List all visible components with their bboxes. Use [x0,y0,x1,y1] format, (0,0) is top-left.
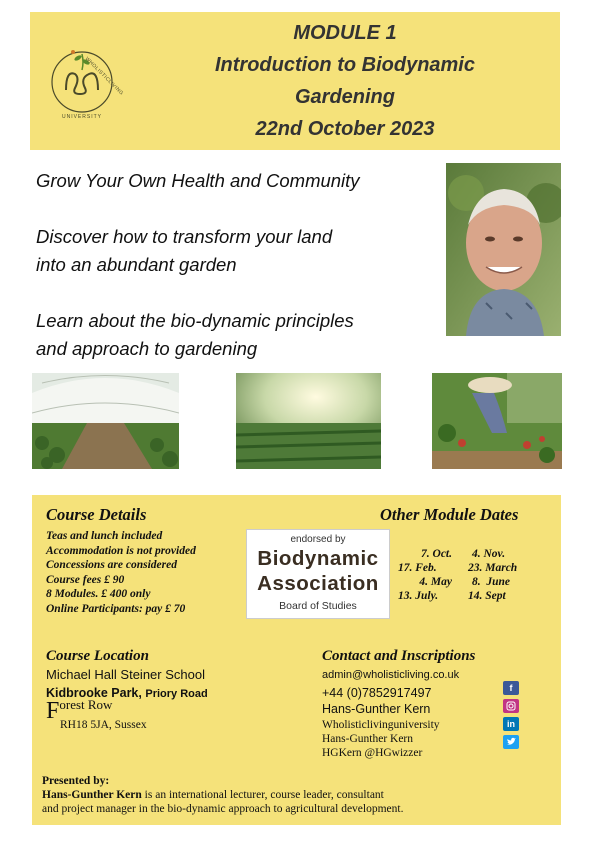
association-name-line2: Association [257,572,379,595]
contact-phone[interactable]: +44 (0)7852917497 [322,686,432,700]
intro-line-3b: and approach to gardening [36,338,258,359]
greenhouse-photo [32,373,179,469]
detail-item: Teas and lunch included [46,530,163,542]
date-item: 4. Nov. [472,548,506,560]
location-town-rest: orest Row [59,697,113,712]
intro-line-2b: into an abundant garden [36,254,237,275]
date-item: 17. Feb. [398,562,437,574]
detail-item: 8 Modules. £ 400 only [46,588,151,600]
twitter-icon[interactable] [503,735,519,749]
association-name-line1: Biodynamic [257,547,379,570]
harvest-photo [432,373,562,469]
field-sunlight-photo [236,373,381,469]
endorsed-by-text: endorsed by [290,534,346,545]
course-location-heading: Course Location [46,648,149,664]
intro-line-1: Grow Your Own Health and Community [36,170,360,191]
presenter-portrait [446,163,561,336]
contact-name: Hans-Gunther Kern [322,702,431,716]
course-details-list [46,529,196,616]
facebook-icon[interactable]: f [503,681,519,695]
logo-text-bottom: UNIVERSITY [61,114,102,120]
date-item: 8. June [472,576,511,588]
presenter-name: Hans-Gunther Kern [42,789,142,801]
detail-item: Accommodation is not provided [46,544,196,557]
instagram-icon[interactable] [503,699,519,713]
presenter-bio-line1 [42,789,384,801]
other-dates-heading: Other Module Dates [380,505,519,524]
presenter-bio-text1: is an international lecturer, course leader, consultant [141,789,384,801]
course-title-line1: Introduction to Biodynamic [215,54,475,76]
header-text [150,18,540,148]
module-number: MODULE 1 [293,22,397,44]
date-item: 13. July. [398,590,439,602]
date-item: 4. May [419,576,452,588]
date-item: 23. March [468,562,518,574]
date-item: 7. Oct. [421,548,452,560]
course-date: 22nd October 2023 [255,118,435,140]
detail-item: Course fees £ 90 [46,573,125,586]
instagram-handle[interactable]: Wholisticlivinguniversity [322,719,440,731]
location-town-initial: F [46,698,60,724]
location-school: Michael Hall Steiner School [46,667,205,682]
twitter-handle[interactable]: HGKern @HGwizzer [322,747,423,759]
location-postcode: RH18 5JA, Sussex [60,719,147,731]
course-details-heading: Course Details [46,505,147,524]
detail-item: Online Participants: pay £ 70 [46,602,186,615]
linkedin-handle[interactable]: Hans-Gunther Kern [322,733,414,745]
course-title-line2: Gardening [294,86,395,108]
intro-line-3a: Learn about the bio-dynamic principles [36,310,354,331]
date-item: 14. Sept [468,590,506,602]
contact-heading: Contact and Inscriptions [322,648,476,664]
contact-email[interactable]: admin@wholisticliving.co.uk [322,669,460,681]
board-of-studies-text: Board of Studies [279,600,357,612]
logo-text-top: WHOLISTICLIVING [83,56,125,97]
detail-item: Concessions are considered [46,559,177,571]
location-road: Priory Road [145,688,208,700]
endorsement-badge [246,529,390,619]
university-logo [48,40,125,124]
presenter-bio-line2: and project manager in the bio-dynamic approach to agricultural development. [42,803,404,815]
details-panel [32,495,561,825]
location-street-bold: Kidbrooke Park, [46,686,142,700]
linkedin-icon[interactable]: in [503,717,519,731]
intro-line-2a: Discover how to transform your land [36,226,333,247]
header-banner [30,12,560,150]
presented-by-label: Presented by: [42,775,110,787]
